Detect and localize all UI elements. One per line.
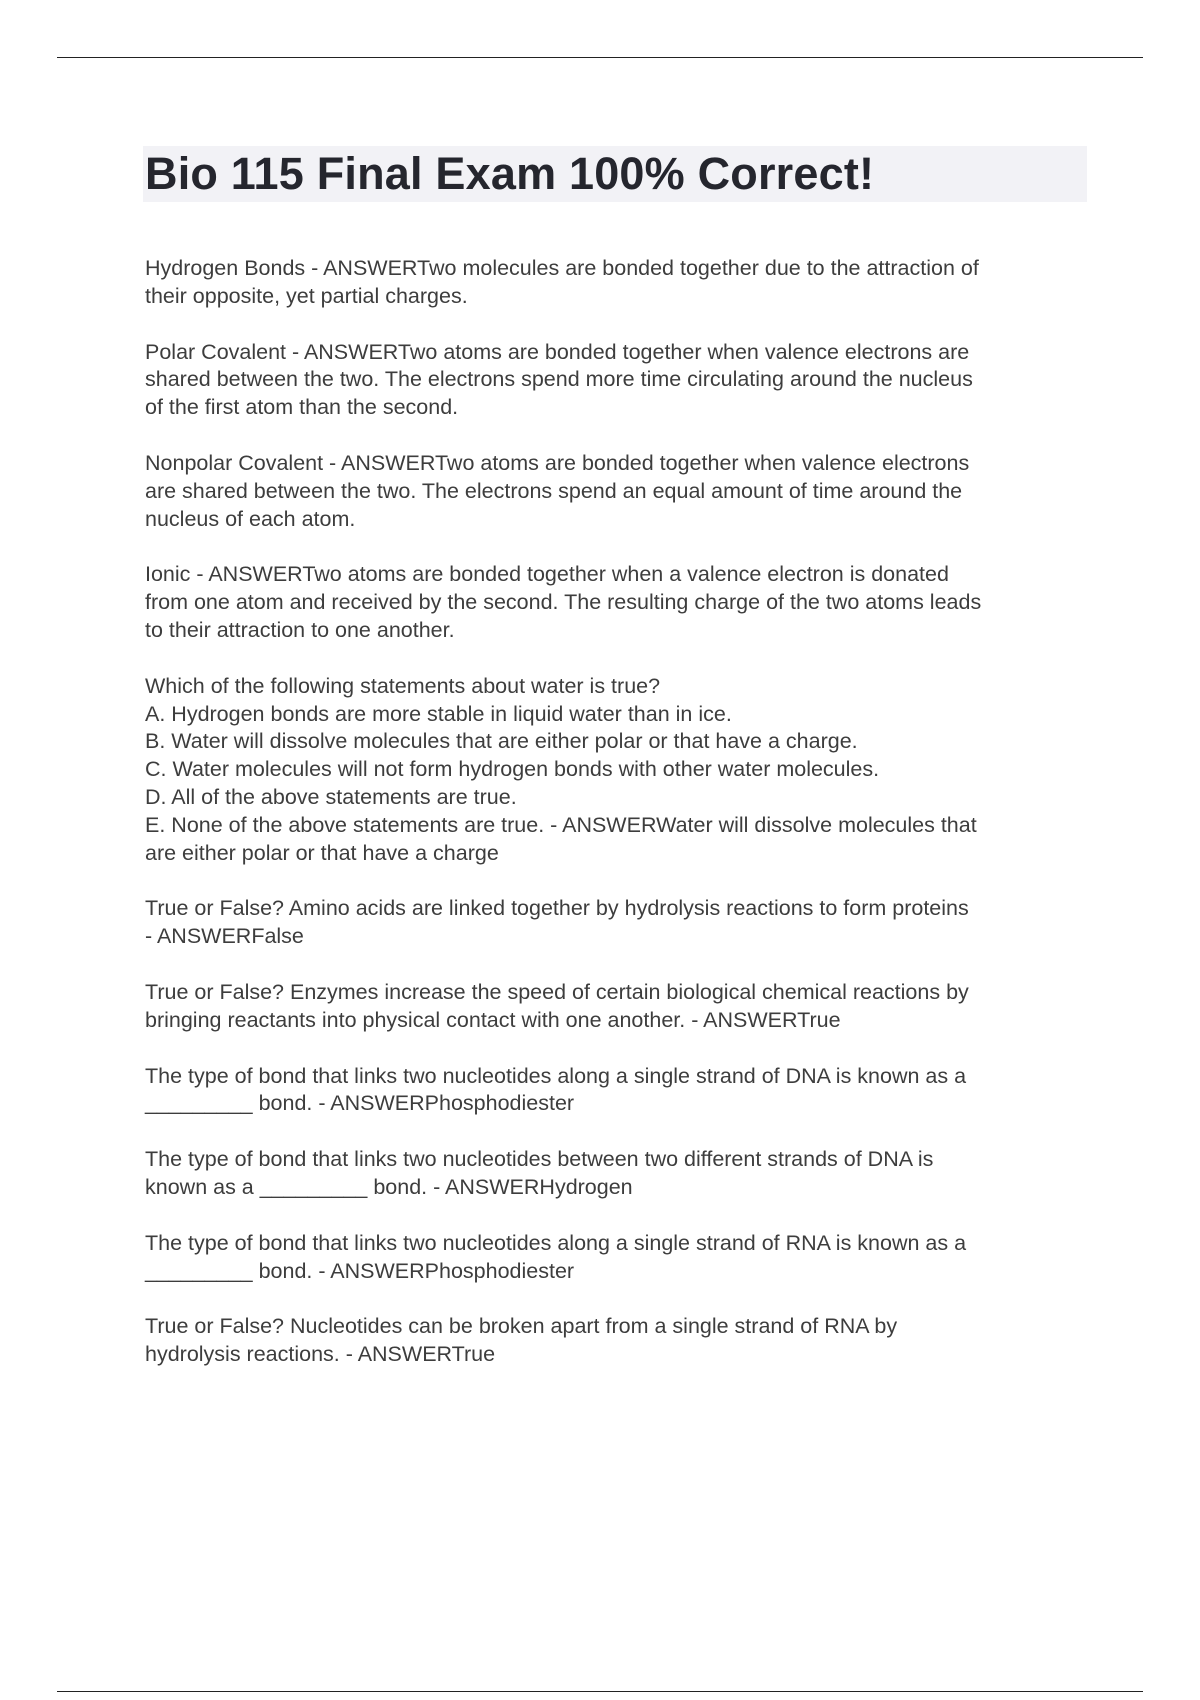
entry-line: Polar Covalent - ANSWERTwo atoms are bonded together when valence electrons are	[145, 339, 970, 364]
entry-line: Which of the following statements about water is true?	[145, 673, 661, 698]
entry-polar-covalent	[145, 339, 1095, 422]
page-title: Bio 115 Final Exam 100% Correct!	[145, 148, 875, 199]
entry-line: are shared between the two. The electrons spend an equal amount of time around the	[145, 478, 963, 503]
entry-ionic	[145, 561, 1095, 644]
entry-line: True or False? Enzymes increase the speed of certain biological chemical reactions by	[145, 979, 969, 1004]
entry-line: of the first atom than the second.	[145, 395, 459, 420]
entry-hydrogen-bonds	[145, 255, 1095, 311]
entry-line: are either polar or that have a charge	[145, 840, 499, 865]
entry-line: hydrolysis reactions. - ANSWERTrue	[145, 1342, 496, 1367]
entry-line: E. None of the above statements are true. - ANSWERWater will dissolve molecules that	[145, 812, 977, 837]
entry-line: nucleus of each atom.	[145, 506, 356, 531]
title-banner	[143, 146, 1087, 202]
top-divider	[57, 57, 1143, 58]
entry-line: The type of bond that links two nucleotides along a single strand of DNA is known as a	[145, 1063, 967, 1088]
entry-rna-hydrolysis	[145, 1313, 1095, 1369]
entry-nonpolar-covalent	[145, 450, 1095, 533]
entry-line: True or False? Nucleotides can be broken apart from a single strand of RNA by	[145, 1314, 898, 1339]
entry-rna-single-strand-bond	[145, 1230, 1095, 1286]
entry-line: bringing reactants into physical contact with one another. - ANSWERTrue	[145, 1007, 841, 1032]
entry-line: A. Hydrogen bonds are more stable in liquid water than in ice.	[145, 701, 732, 726]
entry-line: Hydrogen Bonds - ANSWERTwo molecules are bonded together due to the attraction of	[145, 256, 979, 280]
entry-water-question	[145, 673, 1095, 868]
entry-line: their opposite, yet partial charges.	[145, 283, 468, 308]
entry-line: The type of bond that links two nucleotides between two different strands of DNA is	[145, 1147, 934, 1172]
entry-line: Nonpolar Covalent - ANSWERTwo atoms are bonded together when valence electrons	[145, 450, 970, 475]
document-body	[145, 255, 1095, 1397]
entry-dna-between-strands-bond	[145, 1146, 1095, 1202]
entry-line: The type of bond that links two nucleotides along a single strand of RNA is known as a	[145, 1230, 967, 1255]
entry-line: Ionic - ANSWERTwo atoms are bonded together when a valence electron is donated	[145, 562, 949, 587]
entry-line: D. All of the above statements are true.	[145, 784, 517, 809]
bottom-divider	[57, 1691, 1143, 1692]
entry-line: known as a _________ bond. - ANSWERHydrogen	[145, 1174, 633, 1199]
entry-line: shared between the two. The electrons spend more time circulating around the nucleus	[145, 367, 973, 392]
entry-line: B. Water will dissolve molecules that are either polar or that have a charge.	[145, 729, 858, 754]
entry-line: _________ bond. - ANSWERPhosphodiester	[145, 1091, 575, 1116]
entry-line: - ANSWERFalse	[145, 924, 304, 949]
entry-line: C. Water molecules will not form hydrogen bonds with other water molecules.	[145, 757, 880, 782]
entry-line: _________ bond. - ANSWERPhosphodiester	[145, 1258, 575, 1283]
entry-enzymes	[145, 979, 1095, 1035]
entry-line: from one atom and received by the second. The resulting charge of the two atoms leads	[145, 590, 982, 615]
entry-line: True or False? Amino acids are linked together by hydrolysis reactions to form proteins	[145, 896, 969, 921]
entry-line: to their attraction to one another.	[145, 617, 455, 642]
entry-dna-single-strand-bond	[145, 1063, 1095, 1119]
entry-amino-acids	[145, 895, 1095, 951]
